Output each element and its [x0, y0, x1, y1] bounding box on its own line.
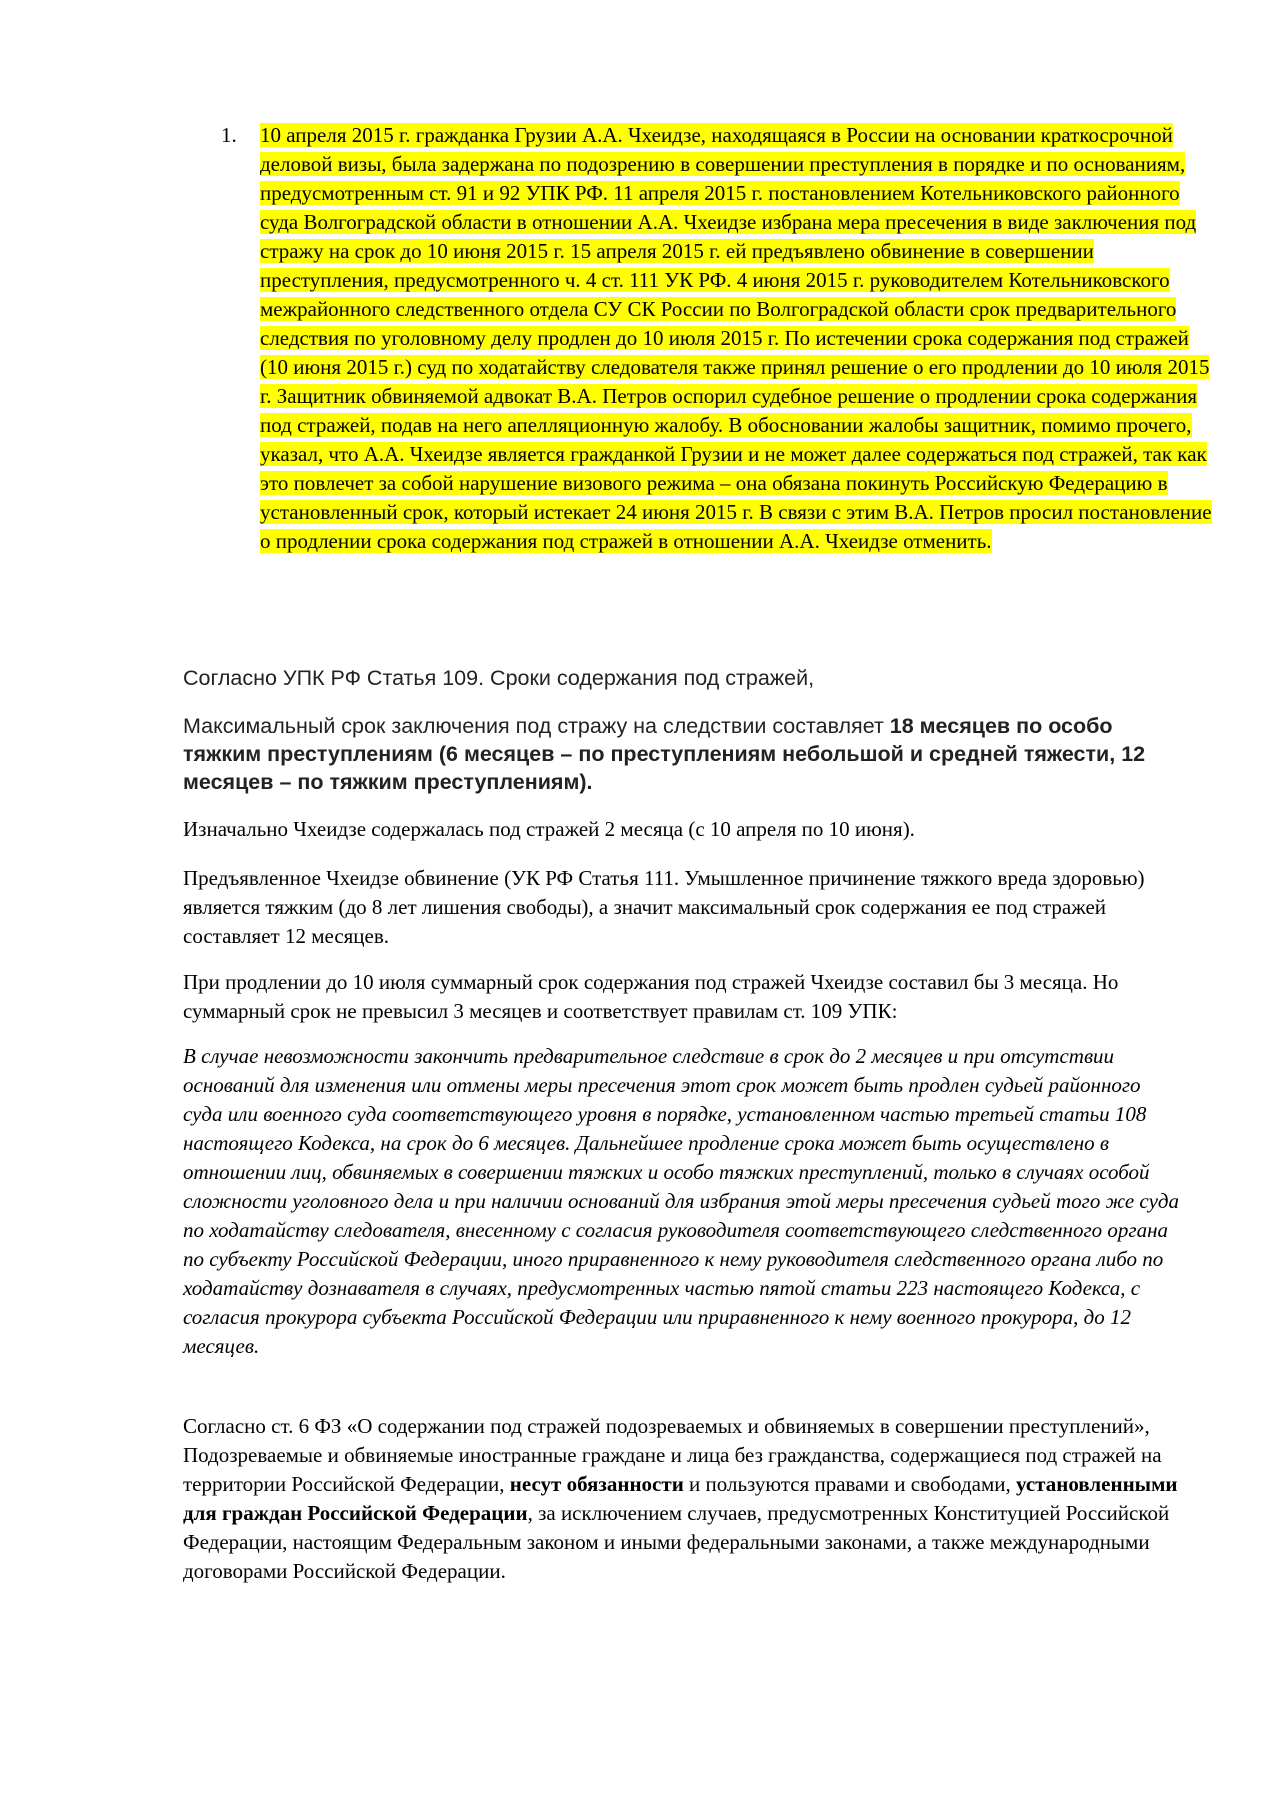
upk-reference: Согласно УПК РФ Статья 109. Сроки содержания под стражей, — [183, 666, 815, 690]
charge-paragraph: Предъявленное Чхеидзе обвинение (УК РФ Статья 111. Умышленное причинение тяжкого вреда здоровью) является тяжким (до 8 лет лишения свободы), а значит максимальный срок содержания ее под стражей составляет 12 месяцев. — [183, 866, 1145, 948]
law-quote: В случае невозможности закончить предварительное следствие в срок до 2 месяцев и при отсутствии оснований для изменения или отмены меры пресечения этот срок может быть продлен судьей районного суда или военного суда соответствующего уровня в порядке, установленном частью третьей статьи 108 настоящего Кодекса, на срок до 6 месяцев. Дальнейшее продление срока может быть осуществлено в отношении лиц, обвиняемых в совершении тяжких и особо тяжких преступлений, только в случаях особой сложности уголовного дела и при наличии оснований для избрания этой меры пресечения судьей того же суда по ходатайству следователя, внесенному с согласия руководителя соответствующего следственного органа по субъекту Российской Федерации, иного приравненного к нему руководителя следственного органа либо по ходатайству дознавателя в случаях, предусмотренных частью пятой статьи 223 настоящего Кодекса, с согласия прокурора субъекта Российской Федерации или приравненного к нему военного прокурора, до 12 месяцев. — [183, 1044, 1179, 1358]
max-term-paragraph — [183, 712, 1183, 796]
fz-part1: Согласно ст. 6 ФЗ «О содержании под стражей подозреваемых и обвиняемых в совершении преступлений», Подозреваемые и обвиняемые иностранные граждане и лица без гражданства, содержащиеся под стражей на территории Российской Федерации, — [183, 1414, 1162, 1496]
max-term-prefix: Максимальный срок заключения под стражу на следствии составляет — [183, 714, 890, 738]
highlighted-case-text: 10 апреля 2015 г. гражданка Грузии А.А. Чхеидзе, находящаяся в России на основании краткосрочной деловой визы, была задержана по подозрению в совершении преступления в порядке и по основаниям, предусмотренным ст. 91 и 92 УПК РФ. 11 апреля 2015 г. постановлением Котельниковского районного суда Волгоградской области в отношении А.А. Чхеидзе избрана мера пресечения в виде заключения под стражу на срок до 10 июня 2015 г. 15 апреля 2015 г. ей предъявлено обвинение в совершении преступления, предусмотренного ч. 4 ст. 111 УК РФ. 4 июня 2015 г. руководителем Котельниковского межрайонного следственного отдела СУ СК России по Волгоградской области срок предварительного следствия по уголовному делу продлен до 10 июля 2015 г. По истечении срока содержания под стражей (10 июня 2015 г.) суд по ходатайству следователя также принял решение о его продлении до 10 июля 2015 г. Защитник обвиняемой адвокат В.А. Петров оспорил судебное решение о продлении срока содержания под стражей, подав на него апелляционную жалобу. В обосновании жалобы защитник, помимо прочего, указал, что А.А. Чхеидзе является гражданкой Грузии и не может далее содержаться под стражей, так как это повлечет за собой нарушение визового режима – она обязана покинуть Российскую Федерацию в установленный срок, который истекает 24 июня 2015 г. В связи с этим В.А. Петров просил постановление о продлении срока содержания под стражей в отношении А.А. Чхеидзе отменить. — [260, 123, 1212, 553]
max-term-bold: 18 месяцев по особо тяжким преступлениям (6 месяцев – по преступлениям небольшой и средней тяжести, 12 месяцев – по тяжким преступлениям) — [183, 714, 1146, 794]
case-description — [260, 121, 1220, 556]
federal-law-paragraph — [183, 1412, 1183, 1586]
max-term-suffix: . — [586, 770, 593, 794]
fz-bold1: несут обязанности — [509, 1472, 684, 1496]
fz-part3: , за исключением случаев, предусмотренных Конституцией Российской Федерации, настоящим Федеральным законом и иными федеральными законами, а также международными договорами Российской Федерации. — [183, 1501, 1170, 1583]
extension-paragraph: При продлении до 10 июля суммарный срок содержания под стражей Чхеидзе составил бы 3 месяца. Но суммарный срок не превысил 3 месяцев и соответствует правилам ст. 109 УПК: — [183, 970, 1119, 1023]
list-number: 1. — [221, 123, 237, 147]
fz-part2: и пользуются правами и свободами, — [683, 1472, 1016, 1496]
initial-detention-paragraph: Изначально Чхеидзе содержалась под стражей 2 месяца (с 10 апреля по 10 июня). — [183, 817, 915, 841]
fz-bold2: установленными для граждан Российской Федерации — [183, 1472, 1178, 1525]
